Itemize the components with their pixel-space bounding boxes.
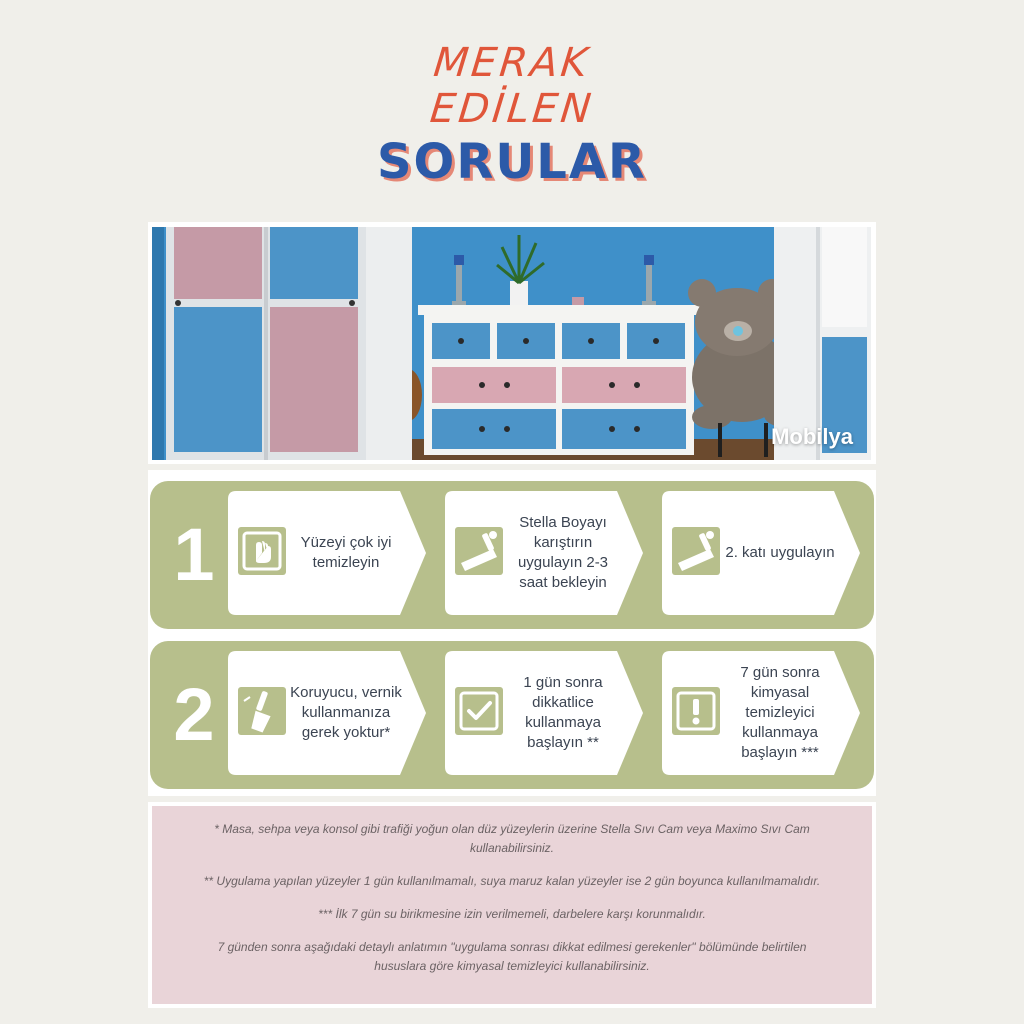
steps-area [148,470,876,796]
footnote: ** Uygulama yapılan yüzeyler 1 gün kullanılmamalı, suya maruz kalan yüzeyler ise 2 gün boyunca kullanılmamalıdır. [203,874,821,888]
step-number: 1 [173,513,215,596]
step-card [662,651,860,775]
step-card [445,651,643,775]
brush-icon [238,687,286,735]
step-card [662,491,860,615]
step-panel-2 [150,641,874,789]
step-panel-1 [150,481,874,629]
title-line-merak: MERAK [431,40,593,86]
paint-roller-icon [455,527,503,575]
step-card-text: 1 gün sonra dikkatlice kullanmaya başlayın ** [523,674,603,751]
step-card-text: Stella Boyayı karıştırın uygulayın 2-3 saat bekleyin [517,514,609,591]
page-header [0,40,1024,188]
footnote: *** İlk 7 gün su birikmesine izin verilmemeli, darbelere karşı korunmalıdır. [318,907,706,921]
step-card-text: 7 gün sonra kimyasal temizleyici kullanmaya başlayın *** [740,664,820,761]
footnote: * Masa, sehpa veya konsol gibi trafiği yoğun olan düz yüzeylerin üzerine Stella Sıvı Cam veya Maximo Sıvı Cam kullanabilirsiniz. [214,822,810,855]
footnote: 7 günden sonra aşağıdaki detaylı anlatımın "uygulama sonrası dikkat edilmesi gerekenler" bölümünde belirtilen hususlara göre kimyasal temizleyici kullanabilirsiniz. [217,940,807,973]
title-line-sorular: SORULAR [376,134,647,190]
paint-roller-icon [672,527,720,575]
footnotes-box [148,802,876,1008]
footnotes-content [152,806,872,1004]
furniture-photo-frame [148,222,876,464]
step-card-text: 2. katı uygulayın [725,544,835,561]
exclamation-icon [672,687,720,735]
checkmark-icon [455,687,503,735]
step-card [445,491,643,615]
title-line-edilen: EDİLEN [427,86,597,132]
room-illustration [152,227,871,460]
step-number: 2 [173,673,215,756]
step-card-text: Koruyucu, vernik kullanmanıza gerek yoktur* [290,684,402,741]
step-card-text: Yüzeyi çok iyi temizleyin [300,534,392,571]
furniture-photo [152,227,871,460]
hand-cleaning-icon [238,527,286,575]
step-card [228,491,426,615]
photo-caption: Mobilya [771,424,853,449]
step-card [228,651,426,775]
